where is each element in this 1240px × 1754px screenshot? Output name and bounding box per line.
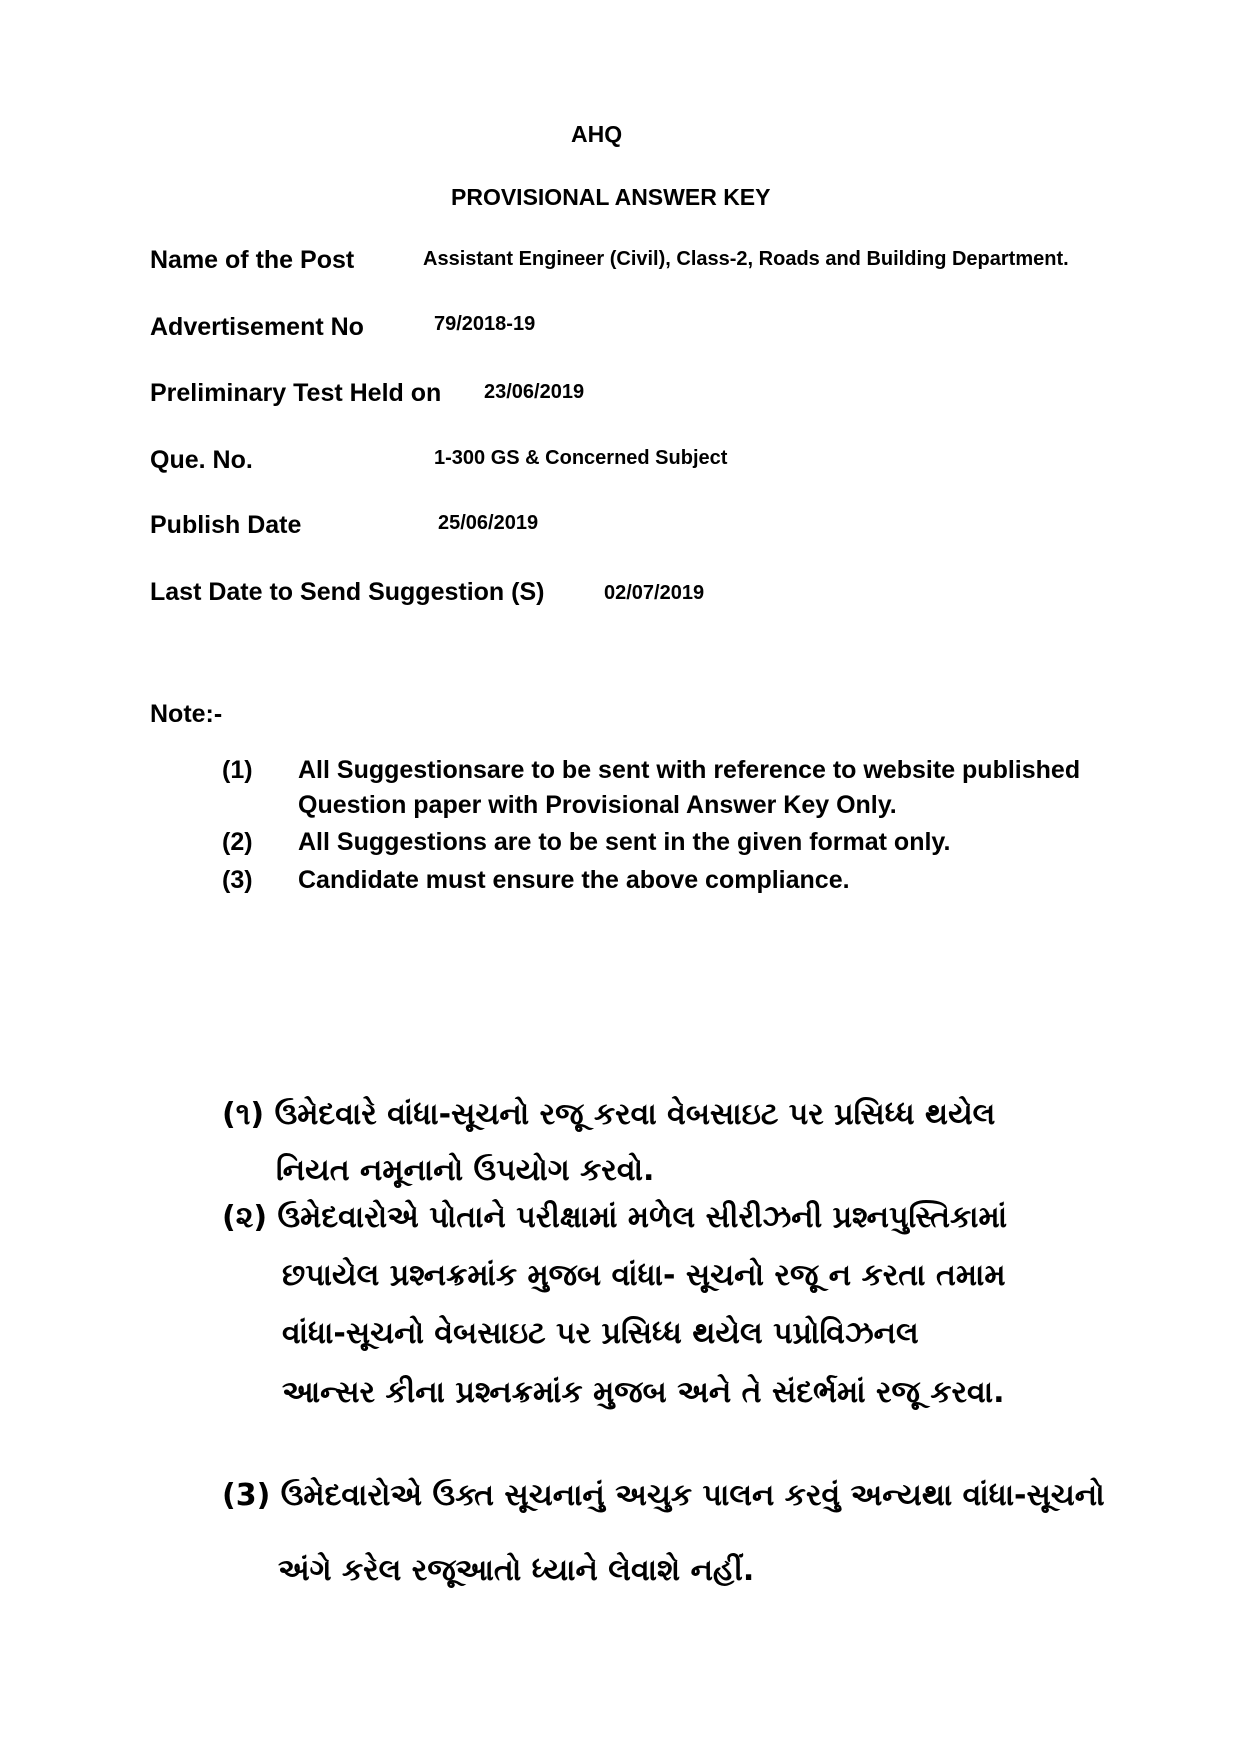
test-date-value: 23/06/2019 [484, 381, 585, 403]
publish-date-label: Publish Date [150, 511, 302, 539]
post-label: Name of the Post [150, 246, 355, 274]
gujarati-point-3-line-1: (3) ઉમેદવારોએ ઉક્ત સૂચનાનું અચુક પાલન કરવું અન્યથા વાંધા-સૂચનો [222, 1478, 1105, 1513]
gujarati-point-1-line-2: નિયત નમૂનાનો ઉપયોગ કરવો. [276, 1153, 655, 1188]
test-date-label: Preliminary Test Held on [150, 379, 442, 407]
gujarati-point-1-line-1: (૧) ઉમેદવારે વાંધા-સૂચનો રજૂ કરવા વેબસાઇટ પર પ્રસિધ્ધ થયેલ [222, 1097, 996, 1132]
note-item-1-text-continued: Question paper with Provisional Answer Key Only. [298, 791, 897, 819]
gujarati-point-3-line-2: અંગે કરેલ રજૂઆતો ધ્યાને લેવાશે નહીં. [278, 1553, 755, 1588]
gujarati-point-2-line-1: (૨) ઉમેદવારોએ પોતાને પરીક્ષામાં મળેલ સીરીઝની પ્રશ્નપુસ્તિકામાં [222, 1200, 1008, 1235]
note-item-3-number: (3) [222, 866, 253, 894]
advertisement-value: 79/2018-19 [434, 313, 536, 335]
note-item-1-number: (1) [222, 756, 253, 784]
gujarati-point-2-line-2: છપાયેલ પ્રશ્નક્રમાંક મુજબ વાંધા- સૂચનો રજૂ ન કરતા તમામ [282, 1258, 1006, 1293]
last-date-value: 02/07/2019 [604, 582, 705, 604]
note-item-3-text: Candidate must ensure the above compliance. [298, 866, 850, 894]
note-heading: Note:- [150, 700, 223, 728]
note-item-1-text: All Suggestionsare to be sent with reference to website published [298, 756, 1081, 784]
advertisement-label: Advertisement No [150, 313, 364, 341]
note-item-2-number: (2) [222, 828, 253, 856]
question-number-value: 1-300 GS & Concerned Subject [434, 447, 728, 469]
last-date-label: Last Date to Send Suggestion (S) [150, 578, 545, 606]
document-title: PROVISIONAL ANSWER KEY [451, 184, 771, 210]
gujarati-point-2-line-3: વાંધા-સૂચનો વેબસાઇટ પર પ્રસિધ્ધ થયેલ પપ્રોવિઝનલ [282, 1316, 919, 1351]
question-number-label: Que. No. [150, 446, 253, 474]
note-item-2-text: All Suggestions are to be sent in the given format only. [298, 828, 951, 856]
publish-date-value: 25/06/2019 [438, 512, 539, 534]
post-value: Assistant Engineer (Civil), Class-2, Roads and Building Department. [423, 248, 1069, 270]
org-code: AHQ [571, 121, 623, 147]
gujarati-point-2-line-4: આન્સર કીના પ્રશ્નક્રમાંક મુજબ અને તે સંદર્ભમાં રજૂ કરવા. [282, 1375, 1005, 1410]
